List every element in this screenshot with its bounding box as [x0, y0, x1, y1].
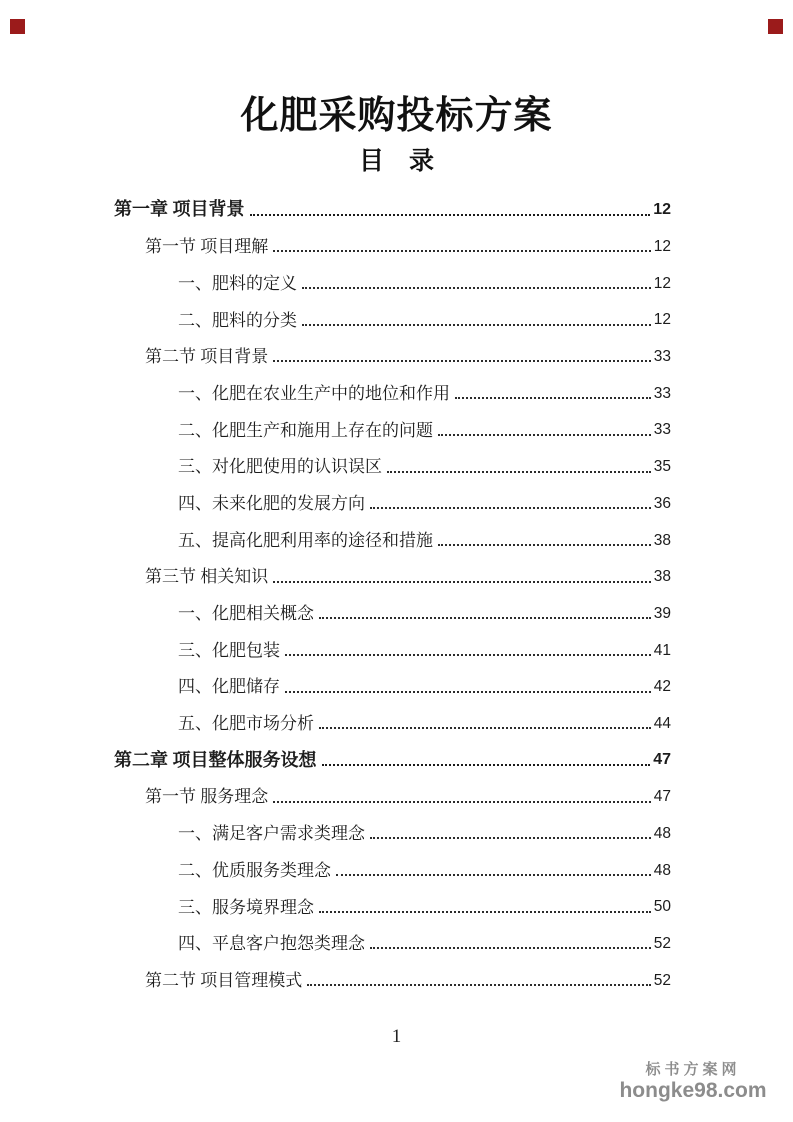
toc-entry[interactable]: [114, 881, 671, 918]
toc-entry[interactable]: [114, 698, 671, 735]
toc-entry-page: 42: [653, 678, 671, 696]
document-title: 化肥采购投标方案: [240, 95, 553, 137]
toc-entry[interactable]: [114, 551, 671, 588]
toc-entry-label: 三、对化肥使用的认识误区: [178, 457, 382, 477]
toc-entry[interactable]: [114, 954, 671, 991]
toc-dot-leader: [319, 911, 651, 913]
toc-entry-page: 12: [653, 274, 671, 292]
toc-dot-leader: [273, 250, 651, 252]
toc-list: [114, 184, 671, 991]
toc-entry-label: 四、未来化肥的发展方向: [178, 493, 365, 513]
toc-entry-label: 一、化肥在农业生产中的地位和作用: [178, 383, 450, 403]
toc-entry-label: 五、化肥市场分析: [178, 714, 314, 734]
toc-entry-page: 48: [653, 825, 671, 842]
toc-entry-page: 48: [653, 861, 671, 879]
page-number: 1: [391, 1026, 402, 1047]
toc-dot-leader: [455, 397, 651, 399]
toc-entry-label: 一、化肥相关概念: [178, 604, 314, 623]
toc-dot-leader: [285, 691, 651, 693]
toc-entry-page: 38: [653, 531, 671, 549]
watermark-site-url: hongke98.com: [619, 1078, 767, 1102]
toc-entry-label: 一、肥料的定义: [178, 273, 297, 293]
toc-dot-leader: [285, 654, 651, 656]
toc-entry[interactable]: [114, 184, 671, 221]
toc-entry[interactable]: [114, 404, 671, 441]
toc-entry-label: 二、优质服务类理念: [178, 860, 331, 880]
toc-heading: 目 录: [358, 148, 434, 175]
toc-entry-page: 33: [653, 384, 671, 402]
toc-dot-leader: [387, 471, 651, 473]
toc-entry-label: 三、服务境界理念: [178, 897, 314, 917]
toc-entry-page: 47: [653, 788, 671, 806]
toc-dot-leader: [319, 617, 651, 619]
toc-entry[interactable]: [114, 514, 671, 551]
toc-entry-label: 一、满足客户需求类理念: [178, 824, 365, 844]
toc-entry-page: 44: [653, 714, 671, 732]
toc-dot-leader: [250, 214, 651, 216]
toc-entry-label: 第一章 项目背景: [114, 199, 245, 220]
toc-entry-page: 52: [653, 971, 671, 989]
toc-entry-label: 二、肥料的分类: [178, 310, 297, 330]
toc-entry-page: 47: [653, 751, 671, 768]
toc-entry-label: 第一节 项目理解: [145, 237, 269, 257]
toc-entry[interactable]: [114, 808, 671, 845]
toc-entry[interactable]: [114, 294, 671, 331]
toc-entry[interactable]: [114, 918, 671, 955]
toc-dot-leader: [302, 324, 651, 326]
toc-entry-page: 52: [653, 935, 671, 953]
watermark: [603, 1062, 783, 1102]
toc-entry[interactable]: [114, 221, 671, 258]
toc-entry-page: 33: [653, 421, 671, 439]
toc-entry-label: 第二章 项目整体服务设想: [114, 749, 317, 770]
toc-entry-page: 35: [653, 458, 671, 476]
toc-entry[interactable]: [114, 661, 671, 698]
toc-dot-leader: [273, 801, 651, 803]
toc-dot-leader: [370, 947, 651, 949]
red-corner-mark-right: [768, 19, 783, 34]
toc-entry-page: 12: [653, 311, 671, 329]
toc-dot-leader: [307, 984, 651, 986]
toc-dot-leader: [438, 544, 651, 546]
toc-entry-page: 39: [653, 604, 671, 622]
toc-entry-page: 12: [653, 200, 671, 218]
watermark-site-name: 标书方案网: [645, 1061, 741, 1078]
toc-entry[interactable]: [114, 478, 671, 515]
toc-entry-page: 41: [653, 641, 671, 659]
toc-entry[interactable]: [114, 844, 671, 881]
toc-dot-leader: [273, 360, 651, 362]
toc-entry-label: 第二节 项目管理模式: [145, 970, 303, 990]
toc-entry-label: 第一节 服务理念: [145, 787, 269, 807]
toc-entry-page: 12: [653, 238, 671, 255]
toc-dot-leader: [438, 434, 651, 436]
toc-entry-label: 五、提高化肥利用率的途径和措施: [178, 530, 433, 550]
toc-entry[interactable]: [114, 734, 671, 771]
toc-entry[interactable]: [114, 367, 671, 404]
toc-entry[interactable]: [114, 588, 671, 625]
toc-dot-leader: [370, 837, 651, 839]
toc-entry[interactable]: [114, 624, 671, 661]
toc-entry[interactable]: [114, 441, 671, 478]
toc-entry-page: 38: [653, 568, 671, 586]
toc-entry-label: 四、化肥储存: [178, 677, 280, 697]
toc-entry-label: 第三节 相关知识: [145, 567, 269, 587]
toc-dot-leader: [322, 764, 651, 766]
toc-entry-page: 33: [653, 348, 671, 366]
toc-entry[interactable]: [114, 257, 671, 294]
toc-entry-label: 四、平息客户抱怨类理念: [178, 934, 365, 954]
toc-entry[interactable]: [114, 331, 671, 368]
toc-dot-leader: [336, 874, 651, 876]
toc-entry-label: 二、化肥生产和施用上存在的问题: [178, 420, 433, 440]
toc-dot-leader: [370, 507, 651, 509]
toc-dot-leader: [273, 581, 651, 583]
toc-dot-leader: [319, 727, 651, 729]
toc-dot-leader: [302, 287, 651, 289]
toc-entry-label: 第二节 项目背景: [145, 347, 269, 367]
toc-entry[interactable]: [114, 771, 671, 808]
toc-entry-label: 三、化肥包装: [178, 640, 280, 660]
toc-entry-page: 50: [653, 898, 671, 916]
toc-entry-page: 36: [653, 494, 671, 512]
red-corner-mark-left: [10, 19, 25, 34]
